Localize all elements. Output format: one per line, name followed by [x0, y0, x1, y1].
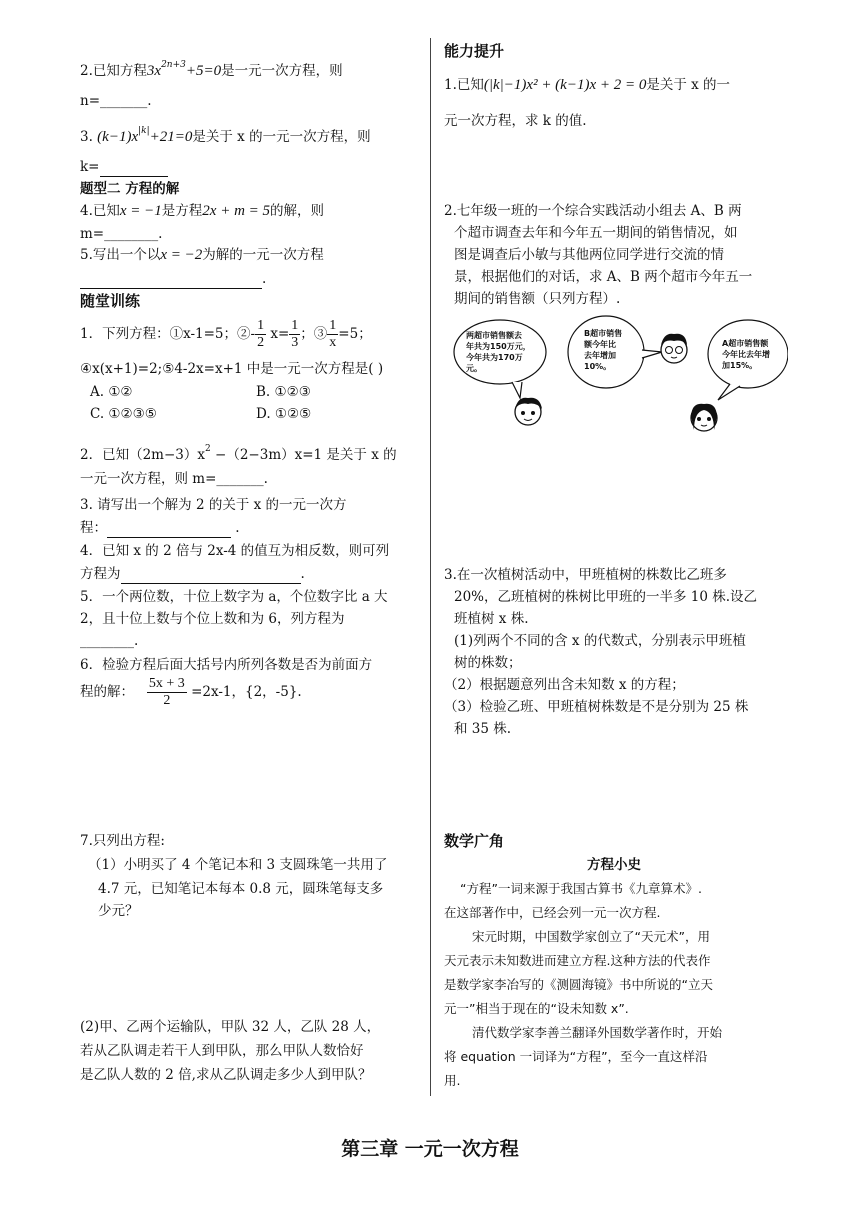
ability-question-2-line2: 个超市调查去年和今年五一期间的销售情况，如 — [454, 225, 738, 241]
ability-question-2-line5: 期间的销售额（只列方程）. — [454, 291, 621, 307]
question-5: 5.写出一个以x = −2为解的一元一次方程 — [80, 247, 324, 263]
fraction: $\frac{1}{2}$ — [257, 318, 265, 350]
students-dialogue-illustration — [452, 312, 788, 440]
question-2: 2.已知方程$3x^{2n+3}+5=0$是一元一次方程，则 — [80, 60, 343, 79]
exercise-6: 6．检验方程后面大括号内所列各数是否为前面方 — [80, 657, 373, 673]
exercise-2: 2．已知$(2m-3)x^2 -(2-3m)x=1$ 是关于 x 的 — [80, 444, 397, 463]
exercise-7-part2-line3: 是乙队人数的 2 倍,求从乙队调走多少人到甲队？ — [80, 1067, 372, 1083]
column-divider — [430, 38, 431, 1096]
ability-question-2: 2.七年级一班的一个综合实践活动小组去 A、B 两 — [444, 203, 742, 219]
history-line-1: “方程”一词来源于我国古算书《九章算术》. — [460, 881, 702, 896]
exercise-3: 3. 请写出一个解为 2 的关于 x 的一元一次方 — [80, 497, 347, 513]
ability-question-3-line4: (1)列两个不同的含 x 的代数式，分别表示甲班植 — [454, 633, 746, 649]
svg-text:去年增加: 去年增加 — [584, 351, 616, 360]
question-2-answer: n=_______. — [80, 93, 152, 109]
svg-text:A超市销售额: A超市销售额 — [722, 339, 769, 348]
exercise-7-part1: （1）小明买了 4 个笔记本和 3 支圆珠笔一共用了 — [88, 857, 388, 873]
option-b: B. ①②③ — [256, 384, 311, 400]
ability-question-3-line3: 班植树 x 株. — [454, 611, 529, 627]
exercise-7-part2: (2)甲、乙两个运输队，甲队 32 人，乙队 28 人， — [80, 1019, 381, 1035]
exercise-7: 7.只列出方程: — [80, 833, 165, 849]
section-heading-suitang: 随堂训练 — [80, 292, 141, 310]
section-heading-guangjiao: 数学广角 — [444, 832, 505, 850]
exercise-1-line2: ④x(x+1)=2;⑤4-2x=x+1 中是一元一次方程是( ) — [80, 361, 384, 377]
section-heading-2: 题型二 方程的解 — [80, 181, 180, 197]
exercise-5-line3: ________. — [80, 633, 139, 649]
svg-text:元。: 元。 — [466, 364, 482, 373]
exercise-5: 5．一个两位数，十位上数字为 a，个位数字比 a 大 — [80, 589, 388, 605]
question-4-answer: m=________. — [80, 226, 163, 242]
history-line-7: 清代数学家李善兰翻译外国数学著作时，开始 — [472, 1025, 723, 1040]
history-line-3: 宋元时期，中国数学家创立了“天元术”，用 — [472, 929, 710, 944]
exercise-3-line2: 程： . — [80, 520, 240, 536]
chapter-footer: 第三章 一元一次方程 — [341, 1138, 519, 1160]
fraction: $\frac{5x + 3}{2}$ — [148, 676, 185, 708]
ability-question-3-line5: 树的株数； — [454, 655, 522, 671]
history-line-5: 是数学家李冶写的《测圆海镜》书中所说的“立天 — [444, 977, 713, 992]
exercise-6-line2: 程的解： $\frac{5x + 3}{2}$ =2x-1，{2，-5}. — [80, 676, 302, 708]
history-line-8: 将 equation 一词译为“方程”，至今一直这样沿 — [444, 1049, 708, 1064]
exercise-1: 1．下列方程：①x-1=5；②- $\frac{1}{2}$ x= $\frac{1}{3}$ ；③ $\frac{1}{x}$ =5； — [80, 318, 372, 350]
history-line-4: 天元表示未知数进而建立方程.这种方法的代表作 — [444, 953, 711, 968]
svg-text:额今年比: 额今年比 — [584, 340, 616, 349]
speech-bubble-1 — [454, 320, 546, 384]
equation: 3x — [146, 63, 162, 79]
ability-question-3-line6: （2）根据题意列出含未知数 x 的方程； — [444, 677, 685, 693]
svg-text:两超市销售额去: 两超市销售额去 — [466, 331, 522, 340]
ability-question-3: 3.在一次植树活动中，甲班植树的株数比乙班多 — [444, 567, 727, 583]
student-face-3 — [691, 404, 717, 431]
fraction: $\frac{1}{3}$ — [291, 318, 299, 350]
section-heading-nengli: 能力提升 — [444, 42, 505, 60]
option-c: C. ①②③⑤ — [90, 406, 157, 422]
ability-question-2-line4: 景，根据他们的对话，求 A、B 两个超市今年五一 — [454, 269, 753, 285]
ability-question-3-line8: 和 35 株. — [454, 721, 512, 737]
exercise-5-line2: 2，且十位上数与个位上数和为 6，列方程为 — [80, 611, 345, 627]
history-line-9: 用. — [444, 1073, 461, 1088]
option-a: A. ①② — [90, 384, 133, 400]
svg-text:今年共为170万: 今年共为170万 — [466, 353, 523, 362]
svg-text:今年比去年增: 今年比去年增 — [722, 350, 770, 359]
student-face-2 — [661, 334, 687, 363]
exercise-4: 4．已知 x 的 2 倍与 2x-4 的值互为相反数，则可列 — [80, 543, 390, 559]
question-5-blank: . — [80, 270, 266, 289]
exercise-4-line2: 方程为 . — [80, 566, 305, 582]
ability-question-3-line2: 20%，乙班植树的株树比甲班的一半多 10 株.设乙 — [454, 589, 758, 605]
history-title: 方程小史 — [587, 857, 641, 873]
ability-question-3-line7: （3）检验乙班、甲班植树株数是不是分别为 25 株 — [444, 699, 749, 715]
history-line-6: 元一”相当于现在的“设未知数 x”. — [444, 1001, 629, 1016]
ability-question-1-line2: 元一次方程，求 k 的值. — [444, 113, 587, 129]
question-3-answer: k= — [80, 158, 168, 177]
question-4: 4.已知x = −1是方程2x + m = 5的解，则 — [80, 203, 325, 219]
svg-text:B超市销售: B超市销售 — [584, 329, 623, 338]
exercise-2-line2: 一元一次方程，则 m=_______. — [80, 471, 268, 487]
svg-text:10%。: 10%。 — [584, 362, 612, 371]
exercise-7-part1-line2: 4.7 元，已知笔记本每本 0.8 元，圆珠笔每支多 — [98, 881, 384, 897]
option-d: D. ①②⑤ — [256, 406, 312, 422]
svg-text:加15%。: 加15%。 — [722, 361, 758, 370]
fraction: $\frac{1}{x}$ — [329, 318, 337, 350]
ability-question-2-line3: 图是调查后小敏与其他两位同学进行交流的情 — [454, 247, 724, 263]
history-line-2: 在这部著作中，已经会列一元一次方程. — [444, 905, 661, 920]
exercise-7-part2-line2: 若从乙队调走若干人到甲队，那么甲队人数恰好 — [80, 1043, 364, 1059]
student-face-1 — [515, 398, 542, 425]
question-3: 3. $(k-1)x^{|k|}+21=0$是关于 x 的一元一次方程，则 — [80, 126, 371, 145]
exercise-7-part1-line3: 少元？ — [98, 903, 139, 919]
svg-text:年共为150万元，: 年共为150万元， — [466, 342, 531, 351]
ability-question-1: 1.已知(|k|−1)x² + (k−1)x + 2 = 0是关于 x 的一 — [444, 77, 731, 93]
